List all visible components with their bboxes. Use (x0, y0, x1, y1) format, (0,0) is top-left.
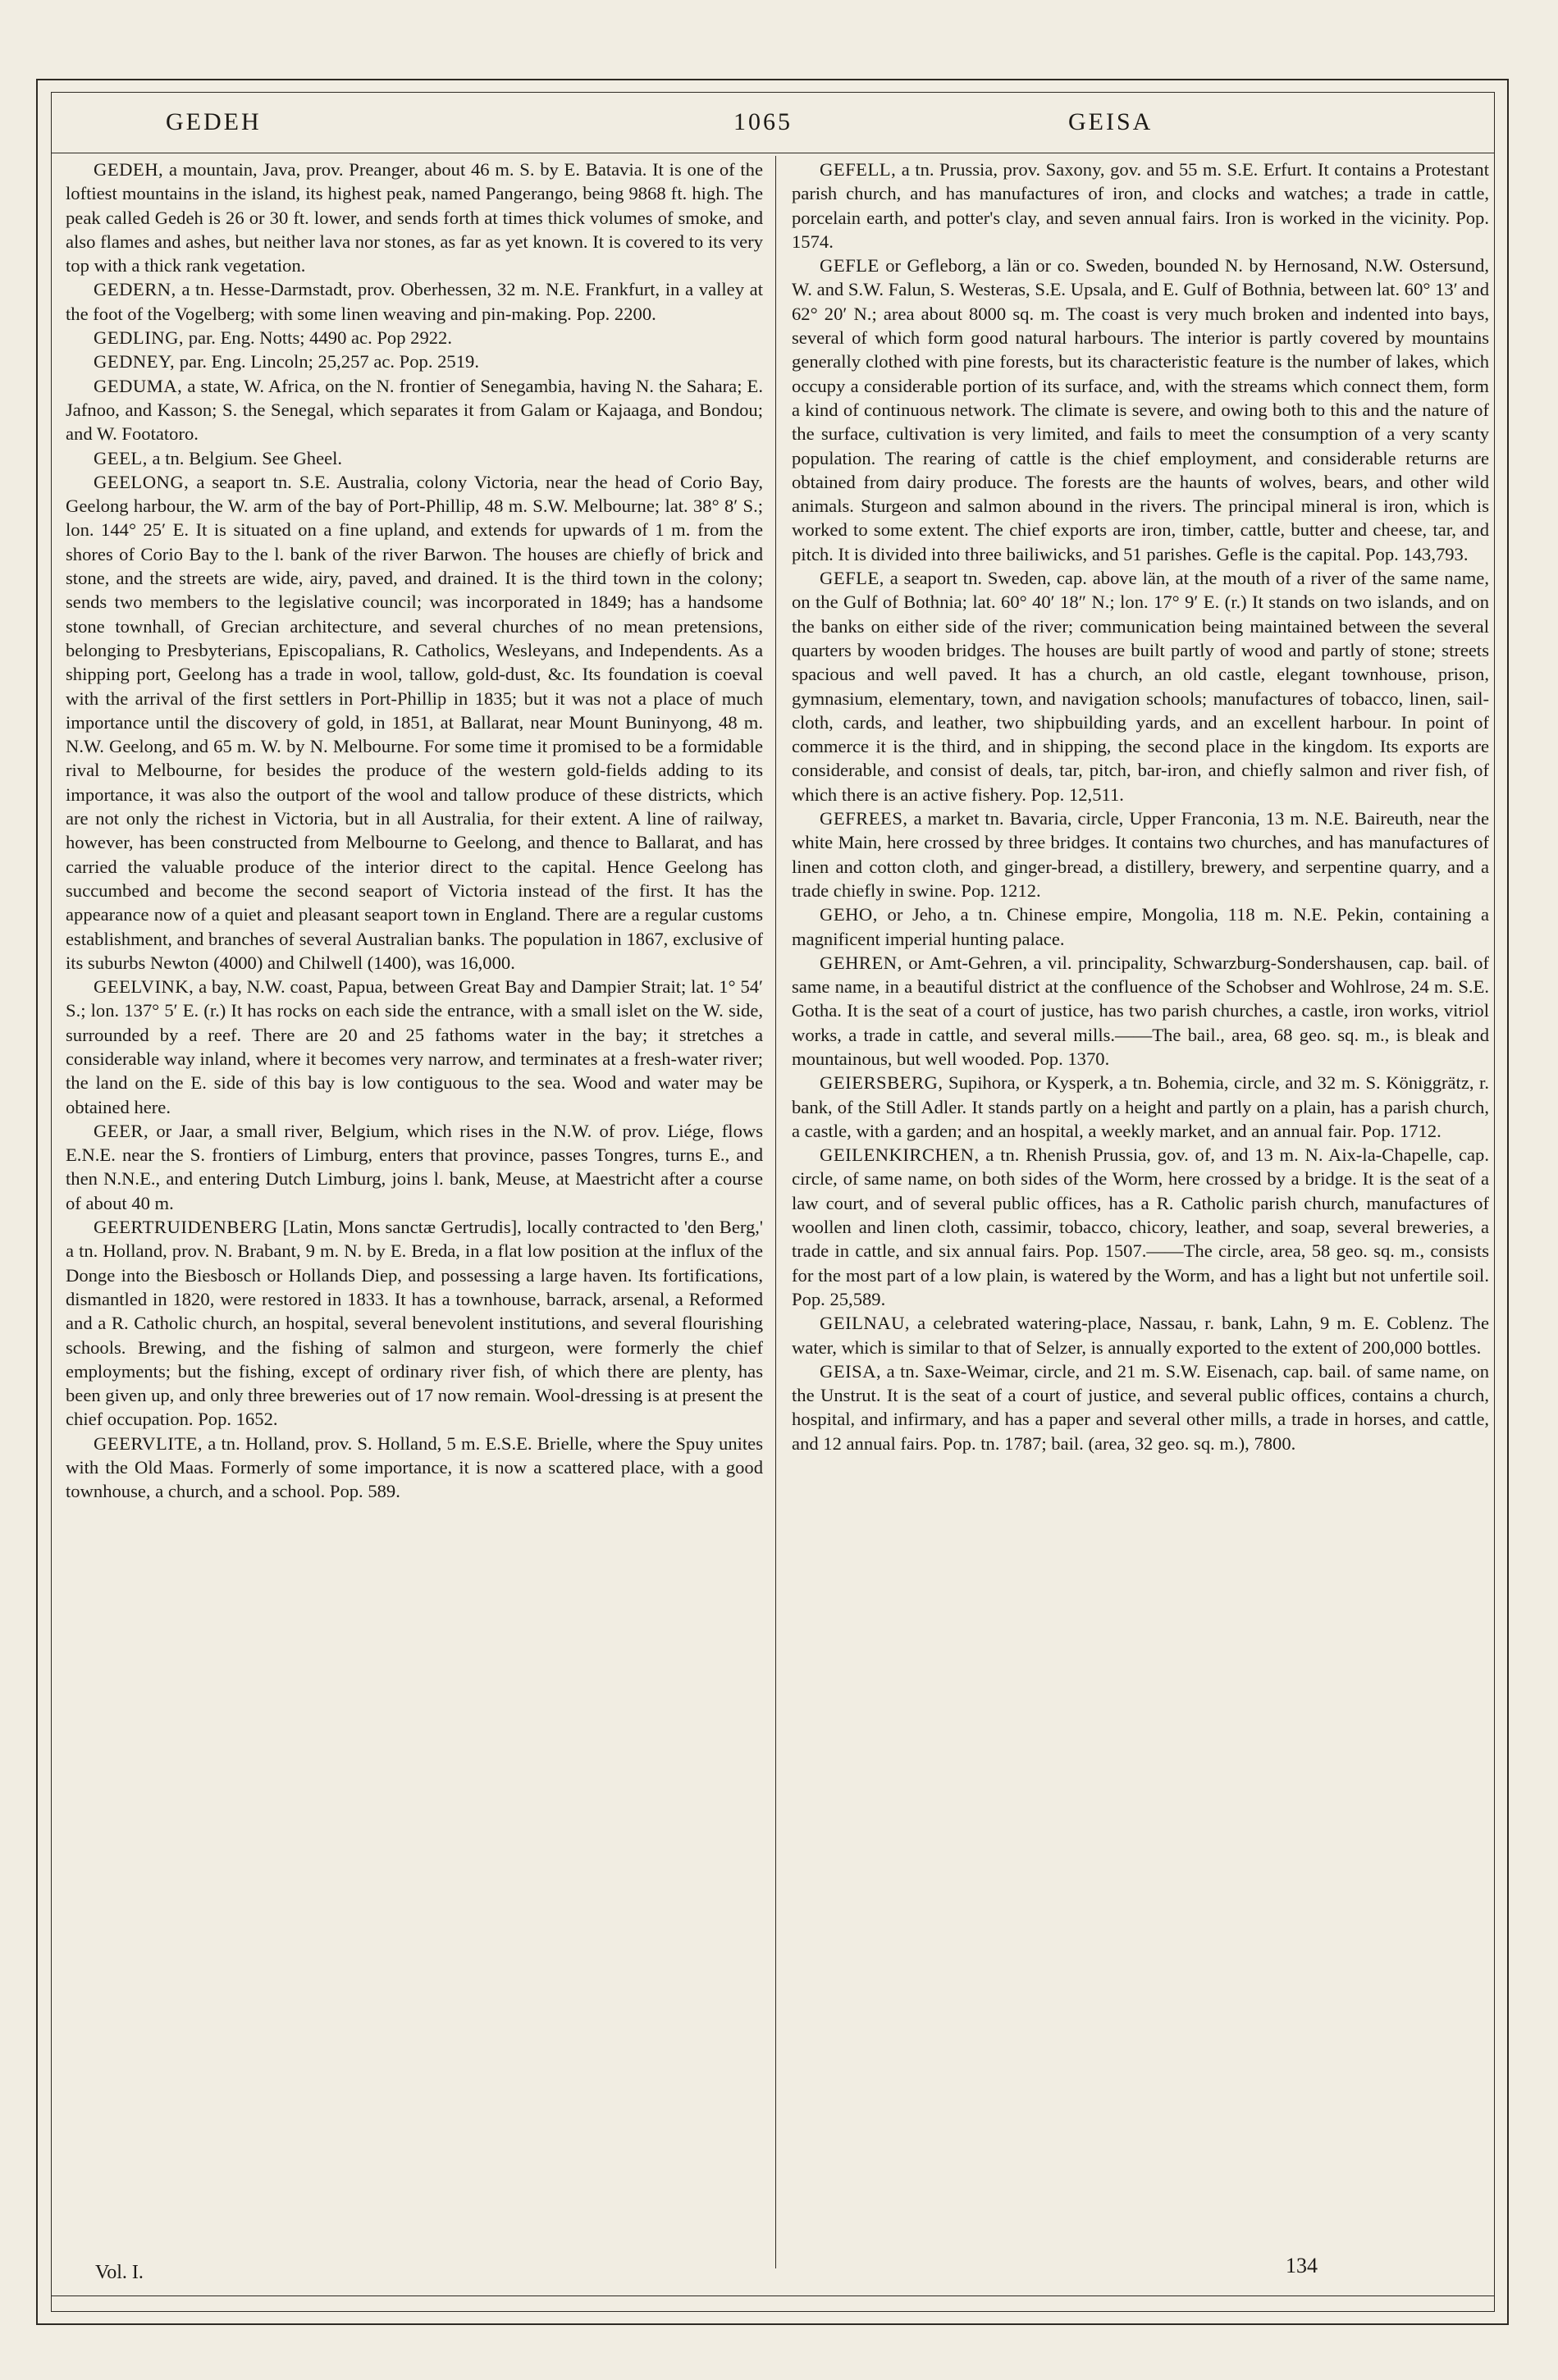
entry-headword: GEFELL, (820, 159, 897, 180)
entry-headword: GEDNEY, (94, 351, 176, 372)
gazetteer-entry (792, 254, 1489, 566)
footer-rule (51, 2295, 1495, 2296)
gazetteer-entry (66, 326, 763, 349)
running-header (51, 108, 1495, 141)
entry-text: a celebrated watering-place, Nassau, r. bank, Lahn, 9 m. E. Coblenz. The water, which is similar to that of Selzer, is annually exported to the extent of 200,000 bottles. (792, 1313, 1489, 1358)
entry-headword: GEDERN, (94, 279, 176, 300)
entry-headword: GEFREES, (820, 808, 908, 829)
entry-text: a tn. Belgium. See Gheel. (147, 447, 343, 468)
entry-text: a tn. Rhenish Prussia, gov. of, and 13 m. N. Aix-la-Chapelle, cap. circle, of same name, on both sides of the Worm, here crossed by a bridge. It is the seat of a law court, and of several public offices, has a R. Catholic parish church, manufactures of woollen and linen cloth, cassimir, tobacco, chicory, leather, and soap, several breweries, a trade in cattle, and six annual fairs. Pop. 1507.——The circle, area, 58 geo. sq. m., consists for the most part of a low plain, is watered by the Worm, and has a light but not unfertile soil. Pop. 25,589. (792, 1144, 1489, 1309)
gazetteer-entry (66, 975, 763, 1119)
entry-text: or Amt-Gehren, a vil. principality, Schwarzburg-Sondershausen, cap. bail. of same name, in a beautiful district at the confluence of the Schobser and Wohlrose, 24 m. S.E. Gotha. It is the seat of a court of justice, has two parish churches, a castle, iron works, vitriol works, a trade in cattle, and several mills.——The bail., area, 68 geo. sq. m., is bleak and mountainous, but well wooded. Pop. 1370. (792, 952, 1489, 1069)
entry-text: a mountain, Java, prov. Preanger, about 46 m. S. by E. Batavia. It is one of the loftiest mountains in the island, its highest peak, named Pangerango, being 9868 ft. high. The peak called Gedeh is 26 or 30 ft. lower, and sends forth at times thick volumes of smoke, and also flames and ashes, but neither lava nor stones, as far as yet known. It is covered to its very top with a thick rank vegetation. (66, 159, 763, 276)
entry-text: a seaport tn. S.E. Australia, colony Victoria, near the head of Corio Bay, Geelong harbour, the W. arm of the bay of Port-Phillip, 48 m. S.W. Melbourne; lat. 38° 8′ S.; lon. 144° 25′ E. It is situated on a fine upland, and extends for upwards of 1 m. from the shores of Corio Bay to the l. bank of the river Barwon. The houses are chiefly of brick and stone, and the streets are wide, airy, paved, and drained. It is the third town in the colony; sends two members to the legislative council; was incorporated in 1849; has a handsome stone townhall, of Grecian architecture, and several churches of no mean pretensions, belonging to Presbyterians, Episcopalians, R. Catholics, Wesleyans, and Independents. As a shipping port, Geelong has a trade in wool, tallow, gold-dust, &c. Its foundation is coeval with the arrival of the first settlers in Port-Phillip in 1835; but it was not a place of much importance until the discovery of gold, in 1851, at Ballarat, near Mount Buninyong, 48 m. N.W. Geelong, and 65 m. W. by N. Melbourne. For some time it promised to be a formidable rival to Melbourne, for besides the produce of the western gold-fields adding to its importance, it was also the outport of the wool and tallow produce of these districts, which are not only the richest in Victoria, but in all Australia, for their extent. A line of railway, however, has been constructed from Melbourne to Geelong, and thence to Ballarat, and has carried the valuable produce of the interior direct to the capital. Hence Geelong has succumbed and become the second seaport of Victoria instead of the first. It has the appearance now of a quiet and pleasant seaport town in England. There are a regular customs establishment, and branches of several Australian banks. The population in 1867, exclusive of its suburbs Newton (4000) and Chilwell (1400), was 16,000. (66, 471, 763, 973)
entry-text: or Gefleborg, a län or co. Sweden, bounded N. by Hernosand, N.W. Ostersund, W. and S.W. Falun, S. Westeras, S.E. Upsala, and E. Gulf of Bothnia, between lat. 60° 13′ and 62° 20′ N.; area about 8000 sq. m. The coast is very much broken and indented into bays, several of which form good natural harbours. The interior is partly covered by mountains generally clothed with pine forests, but its characteristic feature is the number of lakes, which occupy a considerable portion of its surface, and, with the streams which connect them, form a kind of continuous network. The climate is severe, and owing both to this and the nature of the surface, cultivation is very limited, and fails to meet the consumption of a very scanty population. The rearing of cattle is the chief employment, and considerable returns are obtained from dairy produce. The forests are the haunts of wolves, bears, and other wild animals. Sturgeon and salmon abound in the rivers. The principal mineral is iron, which is worked to some extent. The chief exports are iron, timber, cattle, butter and cheese, tar, and pitch. It is divided into three bailiwicks, and 51 parishes. Gefle is the capital. Pop. 143,793. (792, 255, 1489, 564)
entry-headword: GEISA, (820, 1360, 882, 1382)
gazetteer-entry (792, 902, 1489, 951)
entry-headword: GEFLE, (820, 568, 884, 589)
gazetteer-entry (792, 566, 1489, 806)
entry-headword: GEEL, (94, 447, 148, 468)
entry-headword: GEDEH, (94, 159, 164, 180)
gazetteer-entry (66, 1119, 763, 1215)
volume-label: Vol. I. (95, 2262, 144, 2283)
gazetteer-entry (66, 277, 763, 326)
entry-headword: GEELONG, (94, 471, 190, 492)
gazetteer-entry (66, 470, 763, 975)
entry-text: Supihora, or Kysperk, a tn. Bohemia, circle, and 32 m. S. Königgrätz, r. bank, of the Still Adler. It stands partly on a height and partly on a plain, has a parish church, a castle, with a garden; and an hospital, a weekly market, and an annual fair. Pop. 1712. (792, 1072, 1489, 1141)
entry-headword: GEDUMA, (94, 375, 183, 396)
entry-headword: GEILENKIRCHEN, (820, 1144, 980, 1166)
entry-text: or Jeho, a tn. Chinese empire, Mongolia, 118 m. N.E. Pekin, containing a magnificent imperial hunting palace. (792, 904, 1489, 949)
entry-text: a tn. Holland, prov. S. Holland, 5 m. E.S.E. Brielle, where the Spuy unites with the Old Maas. Formerly of some importance, it is now a scattered place, with a good townhouse, a church, and a school. Pop. 589. (66, 1432, 763, 1502)
gazetteer-entry (792, 1071, 1489, 1143)
entry-text: par. Eng. Lincoln; 25,257 ac. Pop. 2519. (175, 351, 479, 372)
header-last-entry: GEISA (1068, 108, 1154, 135)
entry-headword: GEERTRUIDENBERG (94, 1217, 278, 1238)
entry-text: a tn. Saxe-Weimar, circle, and 21 m. S.W. Eisenach, cap. bail. of same name, on the Unstrut. It is the seat of a court of justice, and several public offices, contains a church, hospital, and infirmary, and has a paper and several other mills, a trade in horses, and cattle, and 12 annual fairs. Pop. tn. 1787; bail. (area, 32 geo. sq. m.), 7800. (792, 1360, 1489, 1454)
gazetteer-entry (66, 1215, 763, 1432)
gazetteer-entry (792, 1311, 1489, 1359)
entry-text: a market tn. Bavaria, circle, Upper Franconia, 13 m. N.E. Baireuth, near the white Main, here crossed by three bridges. It contains two churches, and has manufactures of linen and cotton cloth, and ginger-bread, a distillery, brewery, and serpentine quarry, and a trade chiefly in swine. Pop. 1212. (792, 808, 1489, 901)
gazetteer-entry (792, 158, 1489, 254)
header-first-entry: GEDEH (166, 108, 262, 135)
gazetteer-entry (792, 951, 1489, 1071)
entry-text: or Jaar, a small river, Belgium, which rises in the N.W. of prov. Liége, flows E.N.E. near the S. frontiers of Limburg, enters that province, passes Tongres, turns E., and then N.N.E., and entering Dutch Limburg, joins l. bank, Meuse, at Maestricht after a course of about 40 m. (66, 1120, 763, 1213)
entry-text: [Latin, Mons sanctæ Gertrudis], locally contracted to 'den Berg,' a tn. Holland, prov. N. Brabant, 9 m. N. by E. Breda, in a flat low position at the influx of the Donge into the Biesbosch or Hollands Diep, and possessing a large haven. Its fortifications, dismantled in 1820, were restored in 1833. It has a townhouse, barrack, arsenal, a Reformed and a R. Catholic church, an hospital, several benevolent institutions, and several flourishing schools. Brewing, and the fishing of salmon and sturgeon, were formerly the chief employments; but the fishing, except of ordinary river fish, of which there are plenty, has been given up, and only three breweries out of 17 now remain. Wool-dressing is at present the chief occupation. Pop. 1652. (66, 1217, 763, 1430)
entry-headword: GEIERSBERG, (820, 1072, 943, 1094)
gazetteer-entry (66, 374, 763, 446)
entry-headword: GEFLE (820, 255, 880, 276)
gazetteer-entry (792, 806, 1489, 902)
entry-text: a tn. Hesse-Darmstadt, prov. Oberhessen, 32 m. N.E. Frankfurt, in a valley at the foot of the Vogelberg; with some linen weaving and pin-making. Pop. 2200. (66, 279, 763, 324)
left-column (66, 158, 763, 2266)
entry-text: a seaport tn. Sweden, cap. above län, at the mouth of a river of the same name, on the Gulf of Bothnia; lat. 60° 40′ 18″ N.; lon. 17° 9′ E. (r.) It stands on two islands, and on the banks on either side of the river; communication being maintained between the several quarters by wooden bridges. The houses are built partly of wood and partly of stone; streets spacious and well paved. It has a church, an old castle, elegant townhouse, prison, gymnasium, elementary, town, and navigation schools; manufactures of tobacco, linen, sail-cloth, cards, and leather, two shipbuilding yards, and an excellent harbour. In point of commerce it is the third, and in shipping, the second place in the kingdom. Its exports are considerable, and consist of deals, tar, pitch, bar-iron, and chiefly salmon and river fish, of which there is an active fishery. Pop. 12,511. (792, 568, 1489, 805)
gazetteer-entry (792, 1359, 1489, 1455)
entry-text: a tn. Prussia, prov. Saxony, gov. and 55 m. S.E. Erfurt. It contains a Protestant parish church, and has manufactures of iron, and clocks and watches; a trade in cattle, porcelain earth, and potter's clay, and seven annual fairs. Iron is worked in the vicinity. Pop. 1574. (792, 159, 1489, 252)
right-column (792, 158, 1489, 2266)
page-number: 1065 (733, 108, 793, 135)
entry-headword: GEER, (94, 1120, 149, 1141)
entry-text: a state, W. Africa, on the N. frontier of Senegambia, having N. the Sahara; E. Jafnoo, and Kasson; S. the Senegal, which separates it from Galam or Kajaaga, and Bondou; and W. Footatoro. (66, 375, 763, 445)
entry-headword: GEHREN, (820, 952, 902, 973)
gazetteer-entry (66, 446, 763, 470)
entry-headword: GEHO, (820, 904, 878, 925)
gazetteer-entry (792, 1143, 1489, 1311)
entry-text: a bay, N.W. coast, Papua, between Great Bay and Dampier Strait; lat. 1° 54′ S.; lon. 137° 5′ E. (r.) It has rocks on each side the entrance, with a small islet on the W. side, surrounded by a reef. There are 20 and 25 fathoms water in the bay; it stretches a considerable way inland, where it becomes very narrow, and terminates at a fresh-water river; the land on the E. side of this bay is low contiguous to the sea. Wood and water may be obtained here. (66, 976, 763, 1117)
gazetteer-entry (66, 349, 763, 373)
signature-mark: 134 (1286, 2254, 1318, 2277)
entry-headword: GEILNAU, (820, 1313, 911, 1334)
column-divider (775, 156, 776, 2268)
gazetteer-entry (66, 158, 763, 277)
entry-headword: GEERVLITE, (94, 1432, 203, 1454)
entry-headword: GEDLING, (94, 327, 185, 349)
entry-headword: GEELVINK, (94, 976, 194, 998)
entry-text: par. Eng. Notts; 4490 ac. Pop 2922. (184, 327, 453, 349)
gazetteer-entry (66, 1432, 763, 1504)
